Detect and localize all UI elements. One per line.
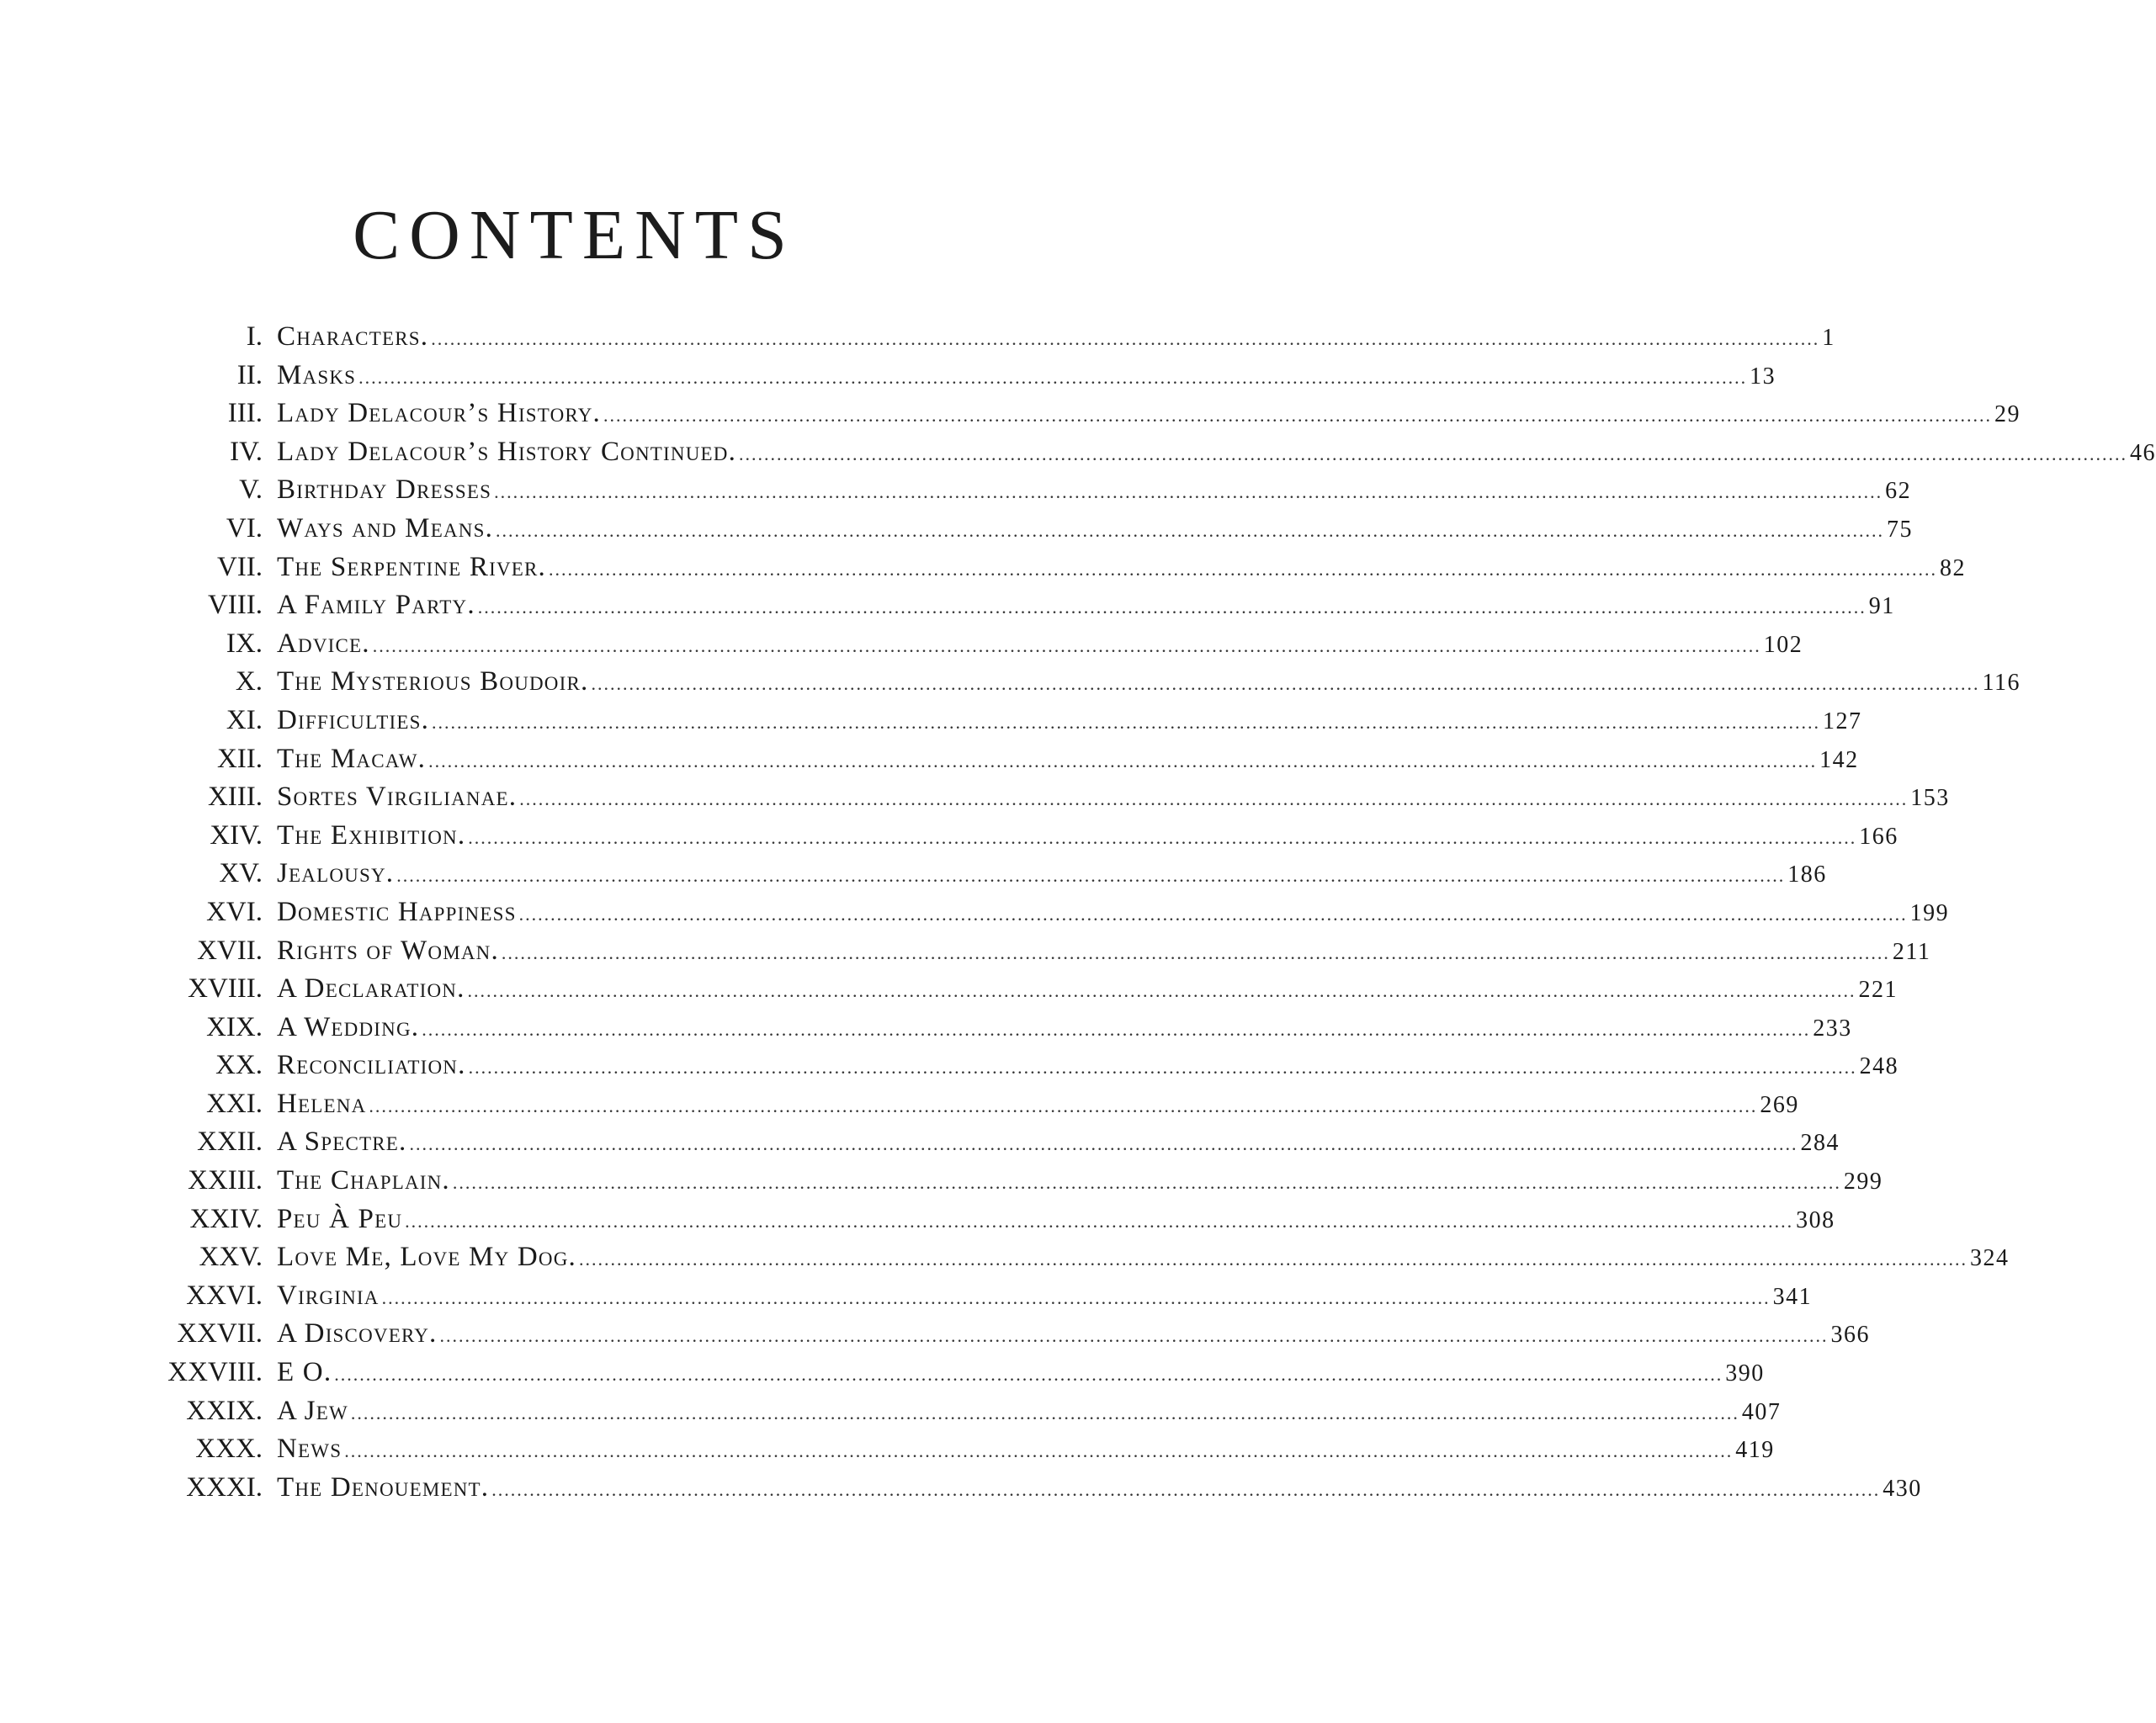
chapter-title: E O. <box>277 1357 332 1388</box>
page-number: 102 <box>1763 631 1803 658</box>
page-number: 390 <box>1725 1360 1765 1387</box>
toc-entry <box>151 1430 1775 1469</box>
chapter-numeral: XII. <box>216 743 263 774</box>
page-number: 221 <box>1858 977 1898 1004</box>
toc-entry <box>151 893 1950 932</box>
chapter-title: Difficulties. <box>277 704 430 735</box>
toc-entry <box>151 970 1898 1009</box>
dot-leader: ............................................................................................................................................................................................................................ <box>439 1325 1829 1347</box>
chapter-title: Lady Delacour’s History Continued. <box>277 436 737 467</box>
chapter-title: The Macaw. <box>277 743 427 774</box>
dot-leader: ............................................................................................................................................................................................................................ <box>468 826 1857 848</box>
page-number: 430 <box>1883 1475 1922 1502</box>
page-number: 324 <box>1969 1245 2010 1272</box>
chapter-numeral: XVIII. <box>188 973 263 1005</box>
dot-leader: ............................................................................................................................................................................................................................ <box>422 1018 1811 1040</box>
chapter-numeral: X. <box>235 666 263 697</box>
toc-entry <box>151 586 1895 625</box>
toc-entry <box>151 932 1931 971</box>
chapter-numeral: V. <box>239 474 263 506</box>
chapter-numeral: XVI. <box>206 896 263 927</box>
dot-leader: ............................................................................................................................................................................................................................ <box>358 366 1748 388</box>
dot-leader: ............................................................................................................................................................................................................................ <box>432 711 1821 733</box>
page-number: 211 <box>1892 938 1931 965</box>
toc-entry <box>151 663 2021 702</box>
dot-leader: ............................................................................................................................................................................................................................ <box>381 1286 1771 1308</box>
chapter-title: The Serpentine River. <box>277 551 546 582</box>
page-number: 233 <box>1813 1015 1852 1042</box>
dot-leader: ............................................................................................................................................................................................................................ <box>405 1210 1794 1232</box>
toc-entry <box>151 1277 1813 1316</box>
chapter-numeral: XXII. <box>197 1127 263 1158</box>
page-number: 75 <box>1887 516 1914 543</box>
toc-entry <box>151 1201 1835 1239</box>
chapter-numeral: VII. <box>216 551 263 582</box>
chapter-numeral: I. <box>246 321 263 352</box>
chapter-numeral: XVII. <box>197 935 263 966</box>
chapter-title: Domestic Happiness <box>277 896 517 927</box>
page-number: 13 <box>1750 363 1776 390</box>
page-number: 299 <box>1843 1169 1883 1195</box>
chapter-title: Lady Delacour’s History. <box>277 398 601 429</box>
dot-leader: ............................................................................................................................................................................................................................ <box>518 903 1908 925</box>
dot-leader: ............................................................................................................................................................................................................................ <box>396 865 1786 887</box>
toc-entry <box>151 1162 1883 1201</box>
chapter-title: A Wedding. <box>277 1011 420 1042</box>
chapter-numeral: XXV. <box>199 1242 263 1273</box>
dot-leader: ............................................................................................................................................................................................................................ <box>369 1095 1758 1116</box>
chapter-title: The Denouement. <box>277 1471 490 1503</box>
dot-leader: ............................................................................................................................................................................................................................ <box>591 673 1980 695</box>
chapter-title: Peu À Peu <box>277 1203 403 1234</box>
dot-leader: ............................................................................................................................................................................................................................ <box>477 596 1867 618</box>
toc-entry <box>151 855 1827 893</box>
chapter-title: Love Me, Love My Dog. <box>277 1242 576 1273</box>
toc-entry <box>151 433 2156 472</box>
dot-leader: ............................................................................................................................................................................................................................ <box>501 941 1890 963</box>
dot-leader: ............................................................................................................................................................................................................................ <box>467 980 1856 1002</box>
toc-entry <box>151 625 1803 664</box>
chapter-title: Virginia <box>277 1280 380 1311</box>
chapter-title: Birthday Dresses <box>277 474 492 506</box>
page-number: 341 <box>1772 1283 1813 1310</box>
toc-entry <box>151 702 1862 740</box>
page-number: 166 <box>1859 823 1898 850</box>
chapter-numeral: XI. <box>226 704 263 735</box>
dot-leader: ............................................................................................................................................................................................................................ <box>739 443 2128 464</box>
dot-leader: ............................................................................................................................................................................................................................ <box>372 634 1761 656</box>
chapter-title: The Mysterious Boudoir. <box>277 666 589 697</box>
chapter-title: Advice. <box>277 628 370 659</box>
chapter-numeral: III. <box>227 398 263 429</box>
page-number: 153 <box>1910 785 1950 812</box>
page-number: 62 <box>1885 478 1912 505</box>
page-number: 116 <box>1982 670 2021 697</box>
chapter-numeral: XXVII. <box>177 1318 263 1349</box>
page-title: CONTENTS <box>353 196 796 274</box>
chapter-numeral: XXIII. <box>188 1165 263 1196</box>
toc-entry <box>151 1009 1852 1047</box>
chapter-numeral: VI. <box>226 512 263 543</box>
toc-entry <box>151 549 1966 587</box>
page-number: 419 <box>1735 1437 1775 1464</box>
dot-leader: ............................................................................................................................................................................................................................ <box>334 1364 1723 1386</box>
toc-entry <box>151 1315 1870 1354</box>
dot-leader: ............................................................................................................................................................................................................................ <box>350 1402 1739 1423</box>
page-number: 199 <box>1909 899 1950 926</box>
page-number: 46 <box>2130 439 2156 466</box>
chapter-numeral: IX. <box>226 628 263 659</box>
dot-leader: ............................................................................................................................................................................................................................ <box>494 481 1883 503</box>
toc-entry <box>151 1085 1799 1124</box>
chapter-title: The Chaplain. <box>277 1165 450 1196</box>
dot-leader: ............................................................................................................................................................................................................................ <box>431 328 1820 349</box>
page-number: 284 <box>1800 1130 1840 1157</box>
chapter-title: A Declaration. <box>277 973 465 1005</box>
dot-leader: ............................................................................................................................................................................................................................ <box>549 558 1937 580</box>
chapter-title: A Spectre. <box>277 1127 407 1158</box>
chapter-title: Reconciliation. <box>277 1050 466 1081</box>
toc-entry <box>151 740 1859 779</box>
page-number: 308 <box>1796 1206 1835 1233</box>
toc-entry <box>151 357 1776 395</box>
dot-leader: ............................................................................................................................................................................................................................ <box>603 405 1992 427</box>
chapter-title: Characters. <box>277 321 429 352</box>
chapter-title: Rights of Woman. <box>277 935 499 966</box>
toc-entry <box>151 395 2021 433</box>
chapter-title: Sortes Virgilianae. <box>277 782 518 813</box>
toc-entry <box>151 1123 1840 1162</box>
chapter-title: News <box>277 1434 343 1465</box>
chapter-numeral: II. <box>236 359 263 390</box>
page-number: 269 <box>1760 1091 1799 1118</box>
chapter-title: A Jew <box>277 1395 348 1426</box>
toc-entry <box>151 471 1912 510</box>
chapter-numeral: VIII. <box>207 590 263 621</box>
page-number: 366 <box>1830 1322 1870 1349</box>
page-number: 407 <box>1741 1398 1782 1425</box>
chapter-title: A Family Party. <box>277 590 475 621</box>
toc-entry <box>151 1354 1765 1392</box>
page-number: 1 <box>1822 325 1835 351</box>
dot-leader: ............................................................................................................................................................................................................................ <box>452 1172 1841 1194</box>
chapter-numeral: XXIX. <box>186 1395 263 1426</box>
chapter-numeral: XXX. <box>195 1434 263 1465</box>
chapter-numeral: XXIV. <box>189 1203 263 1234</box>
page-number: 82 <box>1940 554 1966 581</box>
page-number: 142 <box>1819 746 1859 773</box>
chapter-title: Jealousy. <box>277 858 395 889</box>
toc-entry <box>151 1047 1899 1085</box>
toc-entry <box>151 1392 1782 1431</box>
chapter-numeral: XXVI. <box>186 1280 263 1311</box>
chapter-numeral: XXVIII. <box>167 1357 263 1388</box>
dot-leader: ............................................................................................................................................................................................................................ <box>496 519 1885 541</box>
chapter-numeral: XIX. <box>206 1011 263 1042</box>
dot-leader: ............................................................................................................................................................................................................................ <box>409 1133 1798 1155</box>
page-number: 29 <box>1994 401 2021 428</box>
chapter-title: The Exhibition. <box>277 819 466 851</box>
toc-entry <box>151 1469 1922 1508</box>
chapter-numeral: XXI. <box>206 1088 263 1119</box>
chapter-title: Ways and Means. <box>277 512 494 543</box>
toc-entry <box>151 778 1950 817</box>
dot-leader: ............................................................................................................................................................................................................................ <box>491 1478 1881 1500</box>
toc-entry <box>151 817 1898 856</box>
dot-leader: ............................................................................................................................................................................................................................ <box>344 1440 1734 1462</box>
chapter-title: Helena <box>277 1088 367 1119</box>
toc-entry <box>151 318 1835 357</box>
dot-leader: ............................................................................................................................................................................................................................ <box>468 1057 1857 1079</box>
chapter-title: A Discovery. <box>277 1318 438 1349</box>
page-number: 248 <box>1859 1053 1899 1080</box>
page-number: 186 <box>1787 862 1827 888</box>
chapter-numeral: XXXI. <box>186 1471 263 1503</box>
page-number: 91 <box>1868 593 1895 620</box>
dot-leader: ............................................................................................................................................................................................................................ <box>428 750 1818 771</box>
dot-leader: ............................................................................................................................................................................................................................ <box>578 1249 1967 1270</box>
chapter-numeral: IV. <box>230 436 263 467</box>
chapter-numeral: XX. <box>215 1050 263 1081</box>
chapter-title: Masks <box>277 359 357 390</box>
chapter-numeral: XV. <box>219 858 263 889</box>
toc-entry <box>151 1238 2010 1277</box>
toc-entry <box>151 510 1914 549</box>
chapter-numeral: XIII. <box>207 782 263 813</box>
chapter-numeral: XIV. <box>210 819 263 851</box>
table-of-contents <box>151 318 2156 1507</box>
dot-leader: ............................................................................................................................................................................................................................ <box>519 788 1909 810</box>
page-number: 127 <box>1823 708 1862 734</box>
